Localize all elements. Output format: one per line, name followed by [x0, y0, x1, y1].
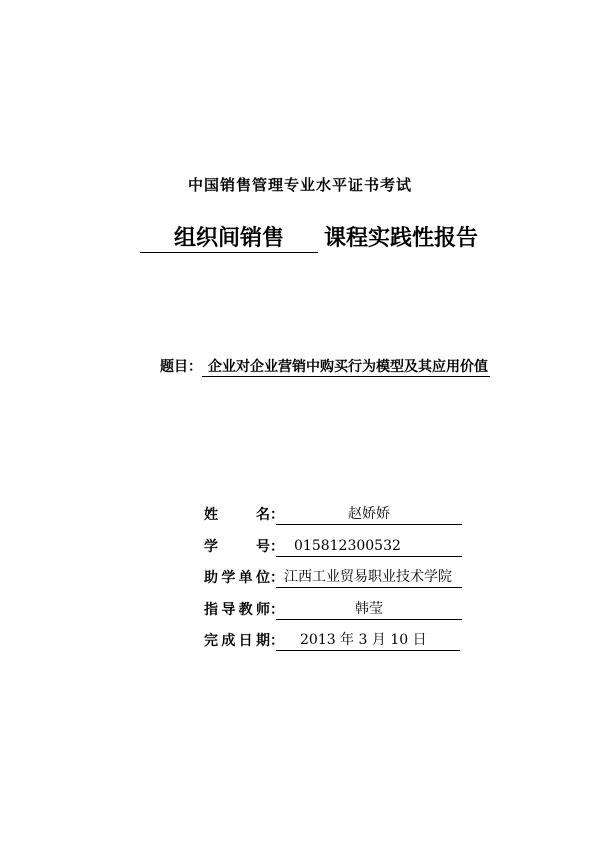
- info-colon: ：: [270, 602, 284, 618]
- info-value-school: 江西工业贸易职业技术学院: [276, 568, 462, 588]
- course-name: 组织间销售: [140, 226, 318, 253]
- info-value-student-id: 015812300532: [276, 537, 462, 557]
- info-label: 指导教师: [204, 602, 270, 618]
- report-suffix: 课程实践性报告: [324, 226, 479, 251]
- info-colon: ：: [270, 570, 284, 586]
- exam-title: 中国销售管理专业水平证书考试: [187, 176, 412, 194]
- info-label: 助学单位: [204, 570, 270, 586]
- topic-value: 企业对企业营销中购买行为模型及其应用价值: [202, 358, 490, 377]
- info-colon: ：: [270, 633, 284, 649]
- info-row-advisor: [204, 600, 466, 620]
- info-colon: ：: [270, 507, 284, 523]
- info-value-name: 赵娇娇: [276, 505, 462, 525]
- topic-label: 题目：: [160, 359, 202, 375]
- topic-line: [160, 356, 490, 377]
- info-row-date: [204, 631, 466, 651]
- info-row-name: [204, 505, 466, 525]
- info-colon: ：: [270, 539, 284, 555]
- info-row-student-id: [204, 537, 466, 557]
- info-value-advisor: 韩莹: [276, 600, 462, 620]
- info-label: 完成日期: [204, 633, 270, 649]
- info-label: 姓名: [204, 507, 270, 523]
- info-value-date: 2013 年 3 月 10 日: [276, 631, 460, 651]
- info-row-school: [204, 568, 466, 588]
- info-label: 学号: [204, 539, 270, 555]
- report-title: [140, 226, 478, 256]
